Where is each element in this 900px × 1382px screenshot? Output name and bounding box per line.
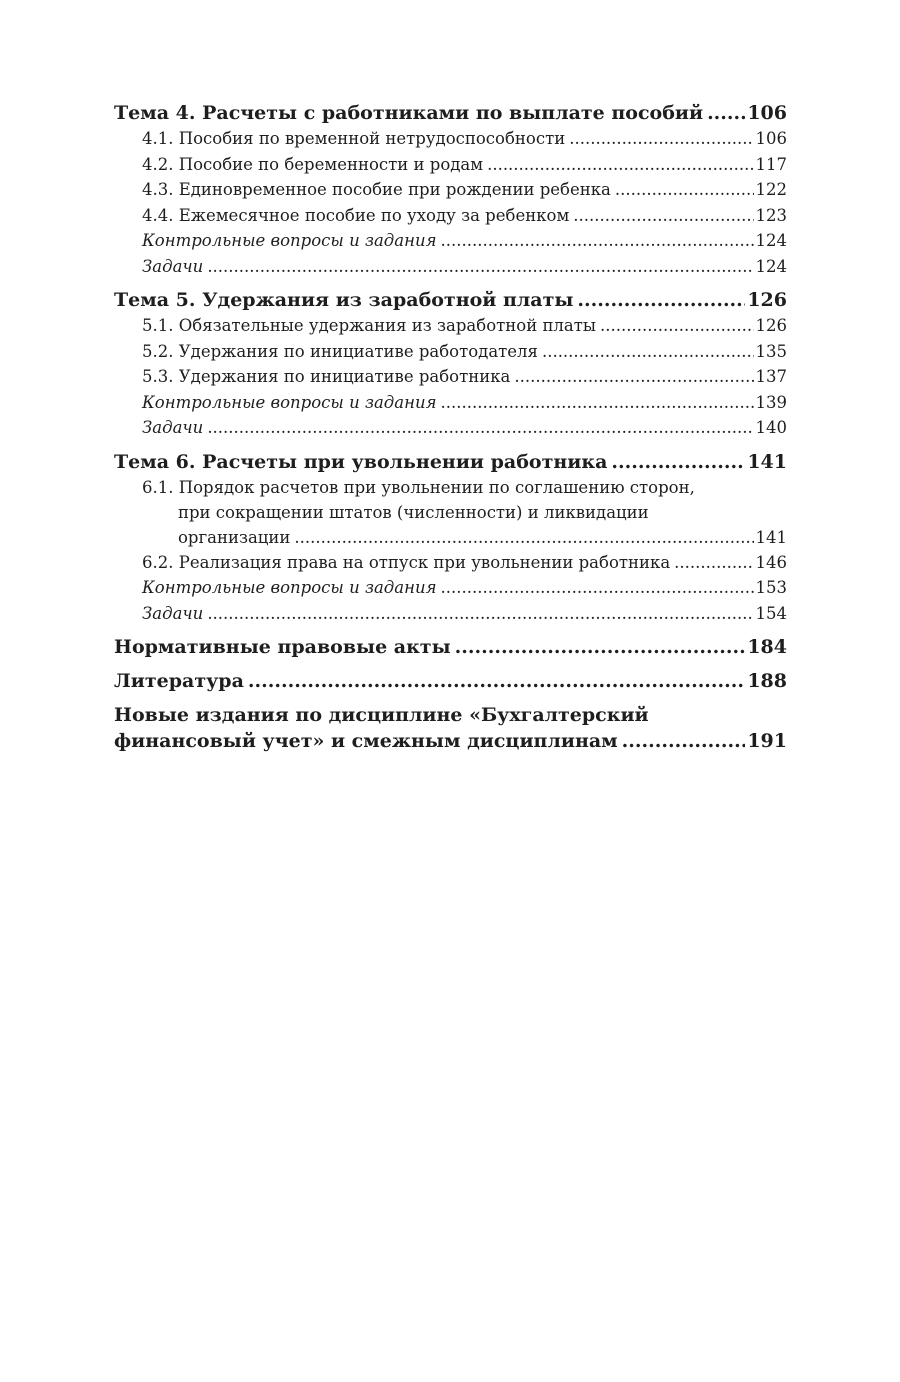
- page-number: 123: [755, 205, 787, 225]
- dot-leader: [207, 254, 753, 280]
- item-title-line-2: при сокращении штатов (численности) и ликвидации: [178, 502, 649, 522]
- page-number: 124: [755, 256, 787, 276]
- page-number: 146: [755, 552, 787, 572]
- page-number: 153: [755, 578, 787, 597]
- item-title: 5.2. Удержания по инициативе работодателя: [142, 341, 538, 361]
- toc-literature[interactable]: [114, 668, 787, 694]
- item-title-line-3: организации: [178, 527, 291, 547]
- item-title: 5.1. Обязательные удержания из заработной платы: [142, 316, 597, 335]
- dot-leader: [514, 364, 753, 390]
- chapter-title-line-2: финансовый учет» и смежным дисциплинам: [114, 730, 618, 752]
- page-number: 124: [755, 231, 787, 250]
- toc-item-4-3[interactable]: [114, 177, 787, 203]
- page-number: 154: [755, 603, 787, 623]
- item-title: Задачи: [142, 418, 204, 437]
- page-number: 191: [747, 730, 787, 752]
- page-number: 135: [755, 341, 787, 361]
- item-title: 5.3. Удержания по инициативе работника: [142, 367, 511, 386]
- toc-item-4-1[interactable]: [114, 126, 787, 152]
- item-title: 4.2. Пособие по беременности и родам: [142, 154, 484, 174]
- toc-item-5-tasks[interactable]: [114, 415, 787, 441]
- dot-leader: [674, 550, 753, 576]
- dot-leader: [207, 601, 753, 627]
- chapter-title: Нормативные правовые акты: [114, 636, 451, 658]
- page-number: 122: [755, 180, 787, 199]
- page-number: 126: [755, 316, 787, 335]
- page-number: 106: [755, 129, 787, 148]
- dot-leader: [455, 634, 746, 660]
- item-title: Задачи: [142, 603, 204, 623]
- toc-normative-acts[interactable]: [114, 634, 787, 660]
- page-number: 188: [747, 670, 787, 692]
- chapter-title: Тема 4. Расчеты с работниками по выплате пособий: [114, 102, 704, 124]
- chapter-title: Тема 6. Расчеты при увольнении работника: [114, 450, 608, 473]
- dot-leader: [294, 525, 753, 550]
- dot-leader: [615, 177, 754, 203]
- item-title: Контрольные вопросы и задания: [142, 231, 437, 250]
- item-title: Задачи: [142, 256, 204, 276]
- dot-leader: [441, 390, 754, 416]
- page-number: 126: [747, 289, 787, 311]
- item-title: 4.3. Единовременное пособие при рождении ребенка: [142, 180, 611, 199]
- page-number: 117: [755, 154, 787, 174]
- toc-item-4-2[interactable]: [114, 152, 787, 178]
- dot-leader: [569, 126, 753, 152]
- item-title: 6.2. Реализация права на отпуск при увольнении работника: [142, 552, 671, 572]
- dot-leader: [441, 228, 754, 254]
- dot-leader: [207, 415, 753, 441]
- page-number: 140: [755, 418, 787, 437]
- toc-item-6-1[interactable]: [114, 475, 787, 550]
- page-number: 106: [747, 102, 787, 124]
- dot-leader: [600, 313, 753, 339]
- toc-new-editions[interactable]: [114, 702, 787, 754]
- chapter-title: Тема 5. Удержания из заработной платы: [114, 289, 574, 311]
- toc-item-4-questions[interactable]: [114, 228, 787, 254]
- toc-chapter-5[interactable]: [114, 287, 787, 313]
- dot-leader: [573, 203, 753, 229]
- toc-chapter-4[interactable]: [114, 100, 787, 126]
- dot-leader: [622, 728, 746, 754]
- toc-item-4-tasks[interactable]: [114, 254, 787, 280]
- toc-item-6-tasks[interactable]: [114, 601, 787, 627]
- toc-item-4-4[interactable]: [114, 203, 787, 229]
- dot-leader: [707, 100, 745, 126]
- dot-leader: [577, 287, 745, 313]
- toc-item-5-2[interactable]: [114, 339, 787, 365]
- toc-item-6-2[interactable]: [114, 550, 787, 576]
- page-number: 141: [747, 450, 787, 473]
- page-number: 139: [755, 392, 787, 412]
- toc-item-5-questions[interactable]: [114, 390, 787, 416]
- item-title: Контрольные вопросы и задания: [142, 578, 437, 597]
- toc-item-5-3[interactable]: [114, 364, 787, 390]
- page-number: 141: [755, 527, 787, 547]
- toc-item-6-questions[interactable]: [114, 575, 787, 601]
- dot-leader: [248, 668, 745, 694]
- item-title: Контрольные вопросы и задания: [142, 392, 437, 412]
- table-of-contents: [114, 100, 787, 754]
- toc-chapter-6[interactable]: [114, 449, 787, 475]
- item-title-line-1: 6.1. Порядок расчетов при увольнении по соглашению сторон,: [142, 477, 695, 497]
- page-number: 137: [755, 367, 787, 386]
- dot-leader: [441, 575, 754, 601]
- chapter-title: Литература: [114, 670, 244, 692]
- chapter-title-line-1: Новые издания по дисциплине «Бухгалтерский: [114, 704, 649, 726]
- item-title: 4.4. Ежемесячное пособие по уходу за ребенком: [142, 205, 570, 225]
- dot-leader: [611, 449, 745, 475]
- dot-leader: [542, 339, 754, 365]
- dot-leader: [487, 152, 753, 178]
- page-number: 184: [747, 636, 787, 658]
- toc-item-5-1[interactable]: [114, 313, 787, 339]
- item-title: 4.1. Пособия по временной нетрудоспособности: [142, 129, 566, 148]
